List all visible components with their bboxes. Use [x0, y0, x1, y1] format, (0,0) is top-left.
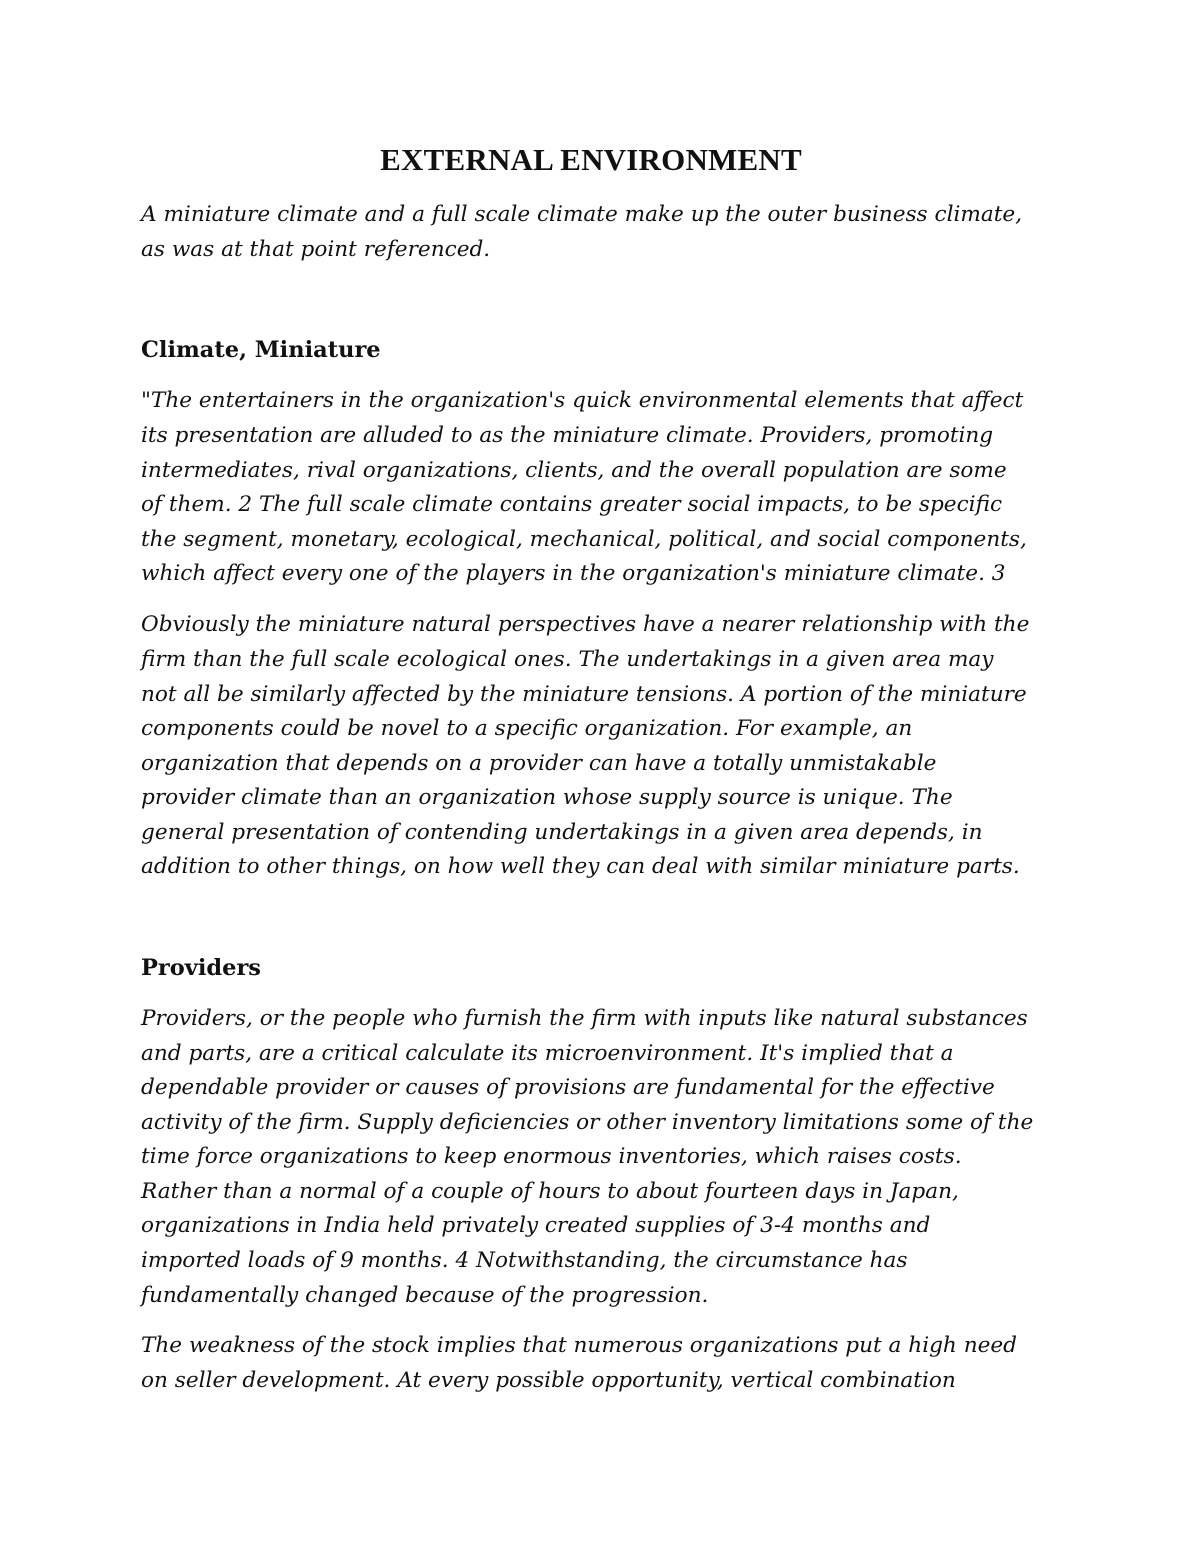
text-line: organizations in India held privately created supplies of 3-4 months and — [141, 1213, 931, 1238]
text-line: "The entertainers in the organization's quick environmental elements that affect — [141, 388, 1024, 413]
text-line: Obviously the miniature natural perspectives have a nearer relationship with the — [141, 612, 1030, 637]
text-line: addition to other things, on how well they can deal with similar miniature parts. — [141, 854, 1020, 879]
text-line: and parts, are a critical calculate its microenvironment. It's implied that a — [141, 1041, 954, 1066]
text-line: intermediates, rival organizations, clients, and the overall population are some — [141, 458, 1007, 483]
text-line: the segment, monetary, ecological, mechanical, political, and social components, — [141, 527, 1027, 552]
text-line: organization that depends on a provider can have a totally unmistakable — [141, 751, 937, 776]
text-line: as was at that point referenced. — [141, 237, 491, 262]
text-line: Providers, or the people who furnish the firm with inputs like natural substances — [141, 1006, 1028, 1031]
text-line: Rather than a normal of a couple of hours to about fourteen days in Japan, — [141, 1179, 959, 1204]
text-line: of them. 2 The full scale climate contains greater social impacts, to be specific — [141, 492, 1003, 517]
text-line: provider climate than an organization whose supply source is unique. The — [141, 785, 953, 810]
text-line: its presentation are alluded to as the miniature climate. Providers, promoting — [141, 423, 994, 448]
text-line: general presentation of contending undertakings in a given area depends, in — [141, 820, 983, 845]
text-line: not all be similarly affected by the miniature tensions. A portion of the miniature — [141, 682, 1027, 707]
text-line: time force organizations to keep enormous inventories, which raises costs. — [141, 1144, 962, 1169]
document-title: EXTERNAL ENVIRONMENT — [380, 142, 802, 177]
section-heading-providers: Providers — [141, 955, 261, 981]
text-line: components could be novel to a specific organization. For example, an — [141, 716, 913, 741]
section-heading-climate-miniature: Climate, Miniature — [141, 337, 381, 363]
text-line: on seller development. At every possible opportunity, vertical combination — [141, 1368, 956, 1393]
text-line: which affect every one of the players in the organization's miniature climate. 3 — [141, 561, 1006, 586]
text-line: firm than the full scale ecological ones. The undertakings in a given area may — [141, 647, 994, 672]
text-line: dependable provider or causes of provisions are fundamental for the effective — [141, 1075, 995, 1100]
text-line: activity of the firm. Supply deficiencies or other inventory limitations some of the — [141, 1110, 1034, 1135]
text-line: The weakness of the stock implies that numerous organizations put a high need — [141, 1333, 1017, 1358]
text-line: imported loads of 9 months. 4 Notwithstanding, the circumstance has — [141, 1248, 908, 1273]
text-line: A miniature climate and a full scale climate make up the outer business climate, — [141, 202, 1023, 227]
text-line: fundamentally changed because of the progression. — [141, 1283, 709, 1308]
